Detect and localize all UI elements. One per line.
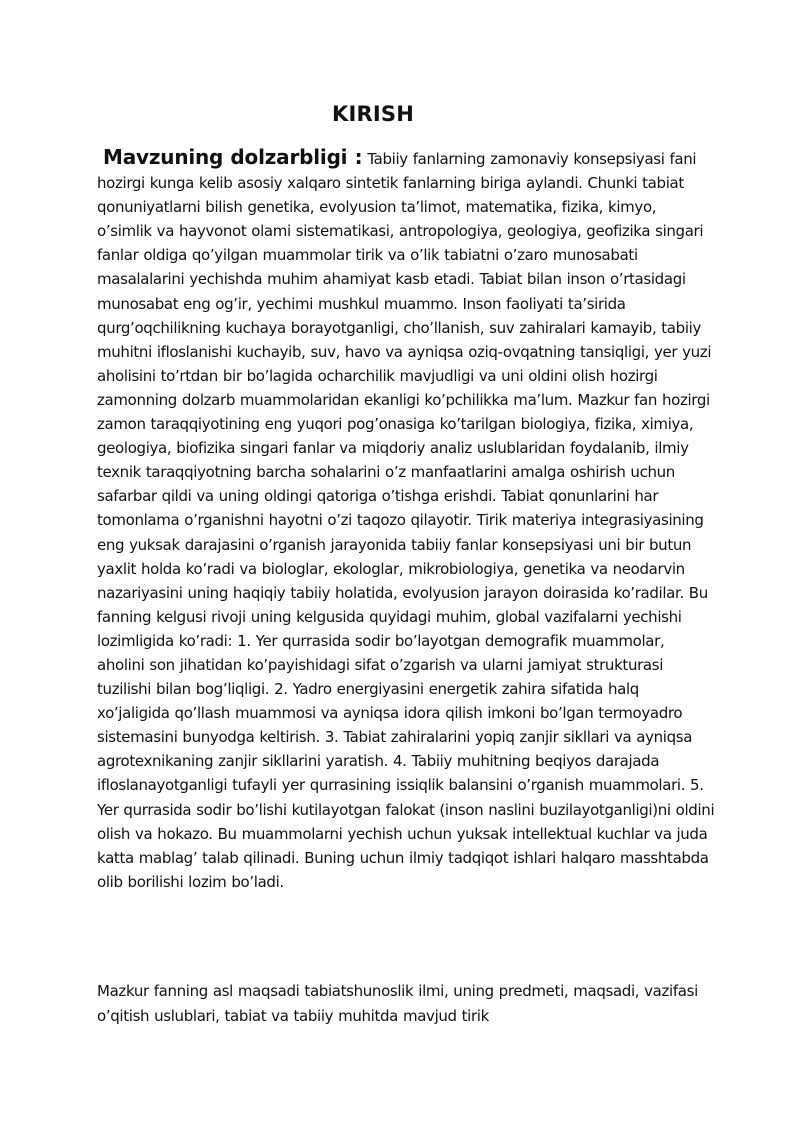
body-paragraph-2: Mazkur fanning asl maqsadi tabiatshunoslik ilmi, uning predmeti, maqsadi, vazifasi o’qitish uslublari, tabiat va tabiiy muhitda mavjud tirik <box>97 982 698 1025</box>
page-title: KIRISH <box>332 102 414 126</box>
section-lead-heading: Mavzuning dolzarbligi : <box>103 145 363 169</box>
paragraph-1-text: Tabiiy fanlarning zamonaviy konsepsiyasi fani hozirgi kunga kelib asosiy xalqaro sintetik fanlarning biriga aylandi. Chunki tabiat qonuniyatlarni bilish genetika, evolyusion ta’limot, matematika, fizika, kimyo, o’simlik va hayvonot olami sistematikasi, antropologiya, geologiya, geofizika singari fanlar oldiga qo’yilgan muammolar tirik va o’lik tabiatni o’zaro munosabati masalalarini yechishda muhim ahamiyat kasb etadi. Tabiat bilan inson o’rtasidagi munosabat eng og’ir, yechimi mushkul muammo. Inson faoliyati ta’sirida qurg’oqchilikning kuchaya borayotganligi, cho’llanish, suv zahiralari kamayib, tabiiy muhitni ifloslanishi kuchayib, suv, havo va ayniqsa oziq-ovqatning tansiqligi, yer yuzi aholisini to’rtdan bir bo’lagida ocharchilik mavjudligi va uni oldini olish hozirgi zamonning dolzarb muammolaridan ekanligi ko’pchilikka ma’lum. Mazkur fan hozirgi zamon taraqqiyotining eng yuqori pog’onasiga ko’tarilgan biologiya, fizika, ximiya, geologiya, biofizika singari fanlar va miqdoriy analiz uslublaridan foydalanib, ilmiy texnik taraqqiyotning barcha sohalarini o’z manfaatlarini amalga oshirish uchun safarbar qildi va uning oldingi qatoriga o’tishga erishdi. Tabiat qonunlarini har tomonlama o’rganishni hayotni o’zi taqozo qilayotir. Tirik materiya integrasiyasining eng yuksak darajasini o’rganish jarayonida tabiiy fanlar konsepsiyasi uni bir butun yaxlit holda ko’radi va biologlar, ekologlar, mikrobiologiya, genetika va neodarvin nazariyasini uning haqiqiy tabiiy holatida, evolyusion jarayon doirasida ko’radilar. Bu fanning kelgusi rivoji uning kelgusida quyidagi muhim, global vazifalarni yechishi lozimligida ko’radi: 1. Yer qurrasida sodir bo’layotgan demografik muammolar, aholini son jihatidan ko’payishidagi sifat o’zgarish va ularni jamiyat strukturasi tuzilishi bilan bog’liqligi. 2. Yadro energiyasini energetik zahira sifatida halq xo’jaligida qo’llash muammosi va ayniqsa idora qilish imkoni bo’lgan termoyadro sistemasini bunyodga keltirish. 3. Tabiat zahiralarini yopiq zanjir sikllari va ayniqsa agrotexnikaning zanjir sikllarini yaratish. 4. Tabiiy muhitning beqiyos darajada ifloslanayotganligi tufayli yer qurrasining issiqlik balansini o’rganish muammolari. 5. Yer qurrasida sodir bo’lishi kutilayotgan falokat (inson naslini buzilayotganligi)ni oldini olish va hokazo. Bu muammolarni yechish uchun yuksak intellektual kuchlar va juda katta mablag’ talab qilinadi. Buning uchun ilmiy tadqiqot ishlari halqaro masshtabda olib borilishi lozim bo’ladi. <box>97 150 715 891</box>
body-paragraph-1 <box>97 145 715 894</box>
